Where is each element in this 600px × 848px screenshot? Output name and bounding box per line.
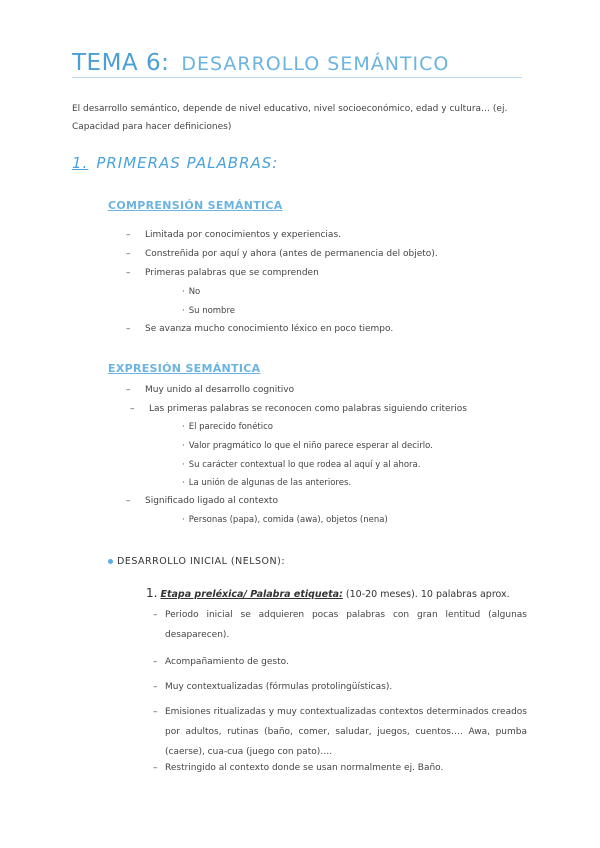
etapa-number: 1. xyxy=(146,586,158,600)
expresion-item: – Muy unido al desarrollo cognitivo xyxy=(145,385,294,395)
comprension-sub: · Su nombre xyxy=(182,306,235,316)
comprension-item: – Limitada por conocimientos y experiencias. xyxy=(145,230,341,240)
comprension-item: – Se avanza mucho conocimiento léxico en poco tiempo. xyxy=(145,324,393,334)
section-label: PRIMERAS PALABRAS: xyxy=(96,154,279,172)
etapa-item: – Acompañamiento de gesto. xyxy=(165,652,527,672)
etapa-item: – Emisiones ritualizadas y muy contextualizadas contextos determinados creados por adultos, rutinas (baño, comer, saludar, juegos, cuentos…. Awa, pumba (caerse), cua-cua (juego con pato)…. xyxy=(165,702,527,762)
desarrollo-heading xyxy=(108,556,285,567)
section-heading xyxy=(72,154,278,172)
page-title xyxy=(72,50,449,76)
comprension-heading: COMPRENSIÓN SEMÁNTICA xyxy=(108,199,283,212)
intro-paragraph: El desarrollo semántico, depende de nivel educativo, nivel socioeconómico, edad y cultura… (ej. Capacidad para hacer definiciones) xyxy=(72,104,508,132)
criterio-item: · El parecido fonético xyxy=(182,422,273,432)
etapa-rest: (10-20 meses). 10 palabras aprox. xyxy=(342,589,510,600)
criterio-item: · La unión de algunas de las anteriores. xyxy=(182,478,351,488)
title-topic: DESARROLLO SEMÁNTICO xyxy=(181,53,450,75)
etapa-item: – Periodo inicial se adquieren pocas palabras con gran lentitud (algunas desaparecen). xyxy=(165,605,527,645)
section-number: 1. xyxy=(72,154,89,172)
title-tema: TEMA 6: xyxy=(72,50,170,76)
bullet-dot-icon xyxy=(108,559,113,564)
desarrollo-heading-text: DESARROLLO INICIAL (NELSON): xyxy=(117,556,286,567)
etapa-item: – Muy contextualizadas (fórmulas protolingüísticas). xyxy=(165,677,527,697)
expresion-item: – Significado ligado al contexto xyxy=(145,496,278,506)
criterio-item: · Su carácter contextual lo que rodea al aquí y al ahora. xyxy=(182,460,420,470)
comprension-sub: · No xyxy=(182,287,200,297)
etapa-label: Etapa preléxica/ Palabra etiqueta: xyxy=(160,589,343,600)
title-underline xyxy=(72,77,522,78)
criterio-item: · Valor pragmático lo que el niño parece esperar al decirlo. xyxy=(182,441,433,451)
contexto-item: · Personas (papa), comida (awa), objetos (nena) xyxy=(182,515,388,525)
comprension-item: – Primeras palabras que se comprenden xyxy=(145,268,319,278)
etapa-item: – Restringido al contexto donde se usan normalmente ej. Baño. xyxy=(165,758,527,778)
etapa-heading xyxy=(146,586,510,600)
expresion-heading: EXPRESIÓN SEMÁNTICA xyxy=(108,362,261,375)
comprension-item: – Constreñida por aquí y ahora (antes de permanencia del objeto). xyxy=(145,249,438,259)
expresion-item: – Las primeras palabras se reconocen como palabras siguiendo criterios xyxy=(149,404,467,414)
